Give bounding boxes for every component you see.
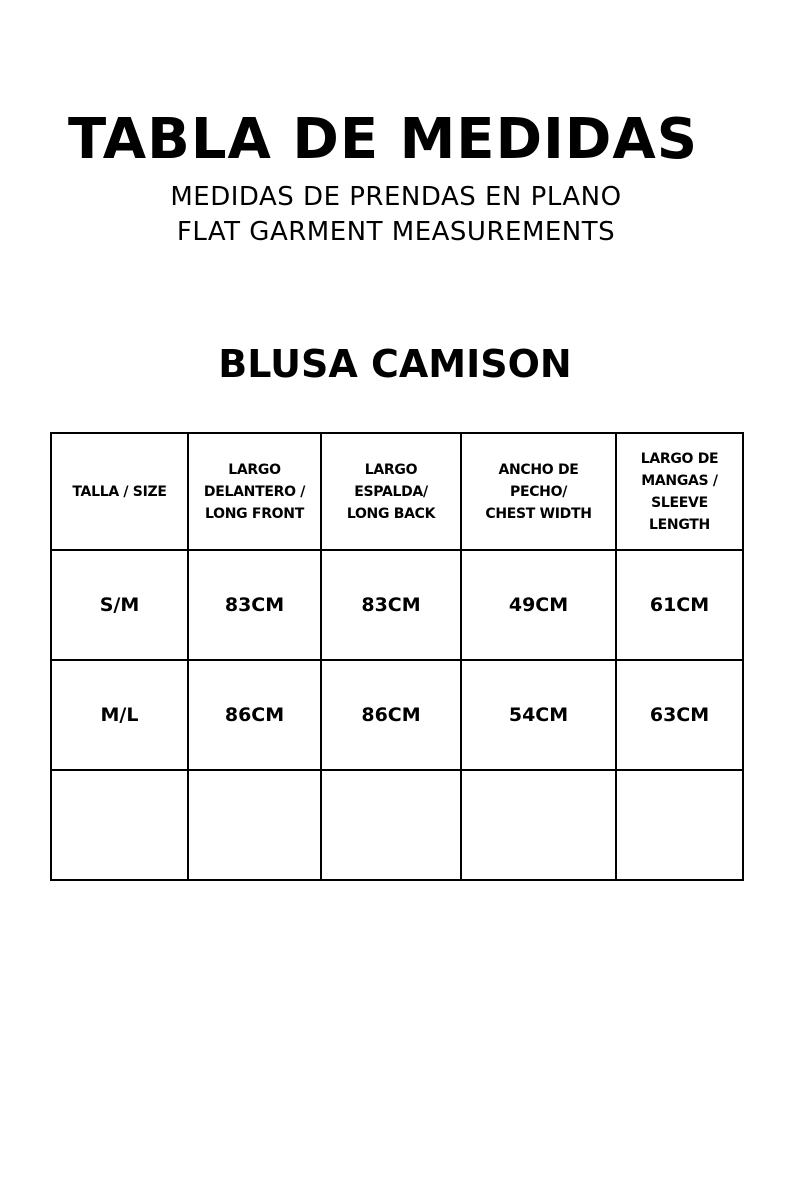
cell-long-front: 83CM [188, 550, 321, 660]
table-row [51, 660, 743, 770]
header-chest-width [461, 433, 616, 550]
cell-sleeve-length: 63CM [616, 660, 743, 770]
cell-sleeve-length: 61CM [616, 550, 743, 660]
header-chest-width-label: ANCHO DE PECHO/ CHEST WIDTH [485, 461, 592, 522]
header-long-front [188, 433, 321, 550]
cell-long-back: 83CM [321, 550, 461, 660]
cell-size: S/M [51, 550, 188, 660]
cell-chest-width: 49CM [461, 550, 616, 660]
header-long-back [321, 433, 461, 550]
subtitle-spanish: MEDIDAS DE PRENDAS EN PLANO [170, 182, 622, 212]
size-table [50, 432, 744, 881]
table-header-row [51, 433, 743, 550]
header-long-back-label: LARGO ESPALDA/ LONG BACK [346, 461, 436, 522]
header-sleeve-length [616, 433, 743, 550]
cell-chest-width: 54CM [461, 660, 616, 770]
cell-long-back: 86CM [321, 660, 461, 770]
header-sleeve-length-label: LARGO DE MANGAS / SLEEVE LENGTH [640, 450, 719, 533]
cell-long-front: 86CM [188, 660, 321, 770]
header-long-front-label: LARGO DELANTERO / LONG FRONT [203, 461, 306, 522]
product-name: BLUSA CAMISON [218, 342, 572, 386]
cell-size: M/L [51, 660, 188, 770]
subtitle-english: FLAT GARMENT MEASUREMENTS [176, 217, 616, 247]
cell-sleeve-length [616, 770, 743, 880]
table-row [51, 550, 743, 660]
header-size-label: TALLA / SIZE [72, 483, 167, 500]
page-title: TABLA DE MEDIDAS [67, 107, 699, 172]
cell-chest-width [461, 770, 616, 880]
table-row-empty [51, 770, 743, 880]
cell-long-front [188, 770, 321, 880]
header-size [51, 433, 188, 550]
cell-long-back [321, 770, 461, 880]
cell-size [51, 770, 188, 880]
